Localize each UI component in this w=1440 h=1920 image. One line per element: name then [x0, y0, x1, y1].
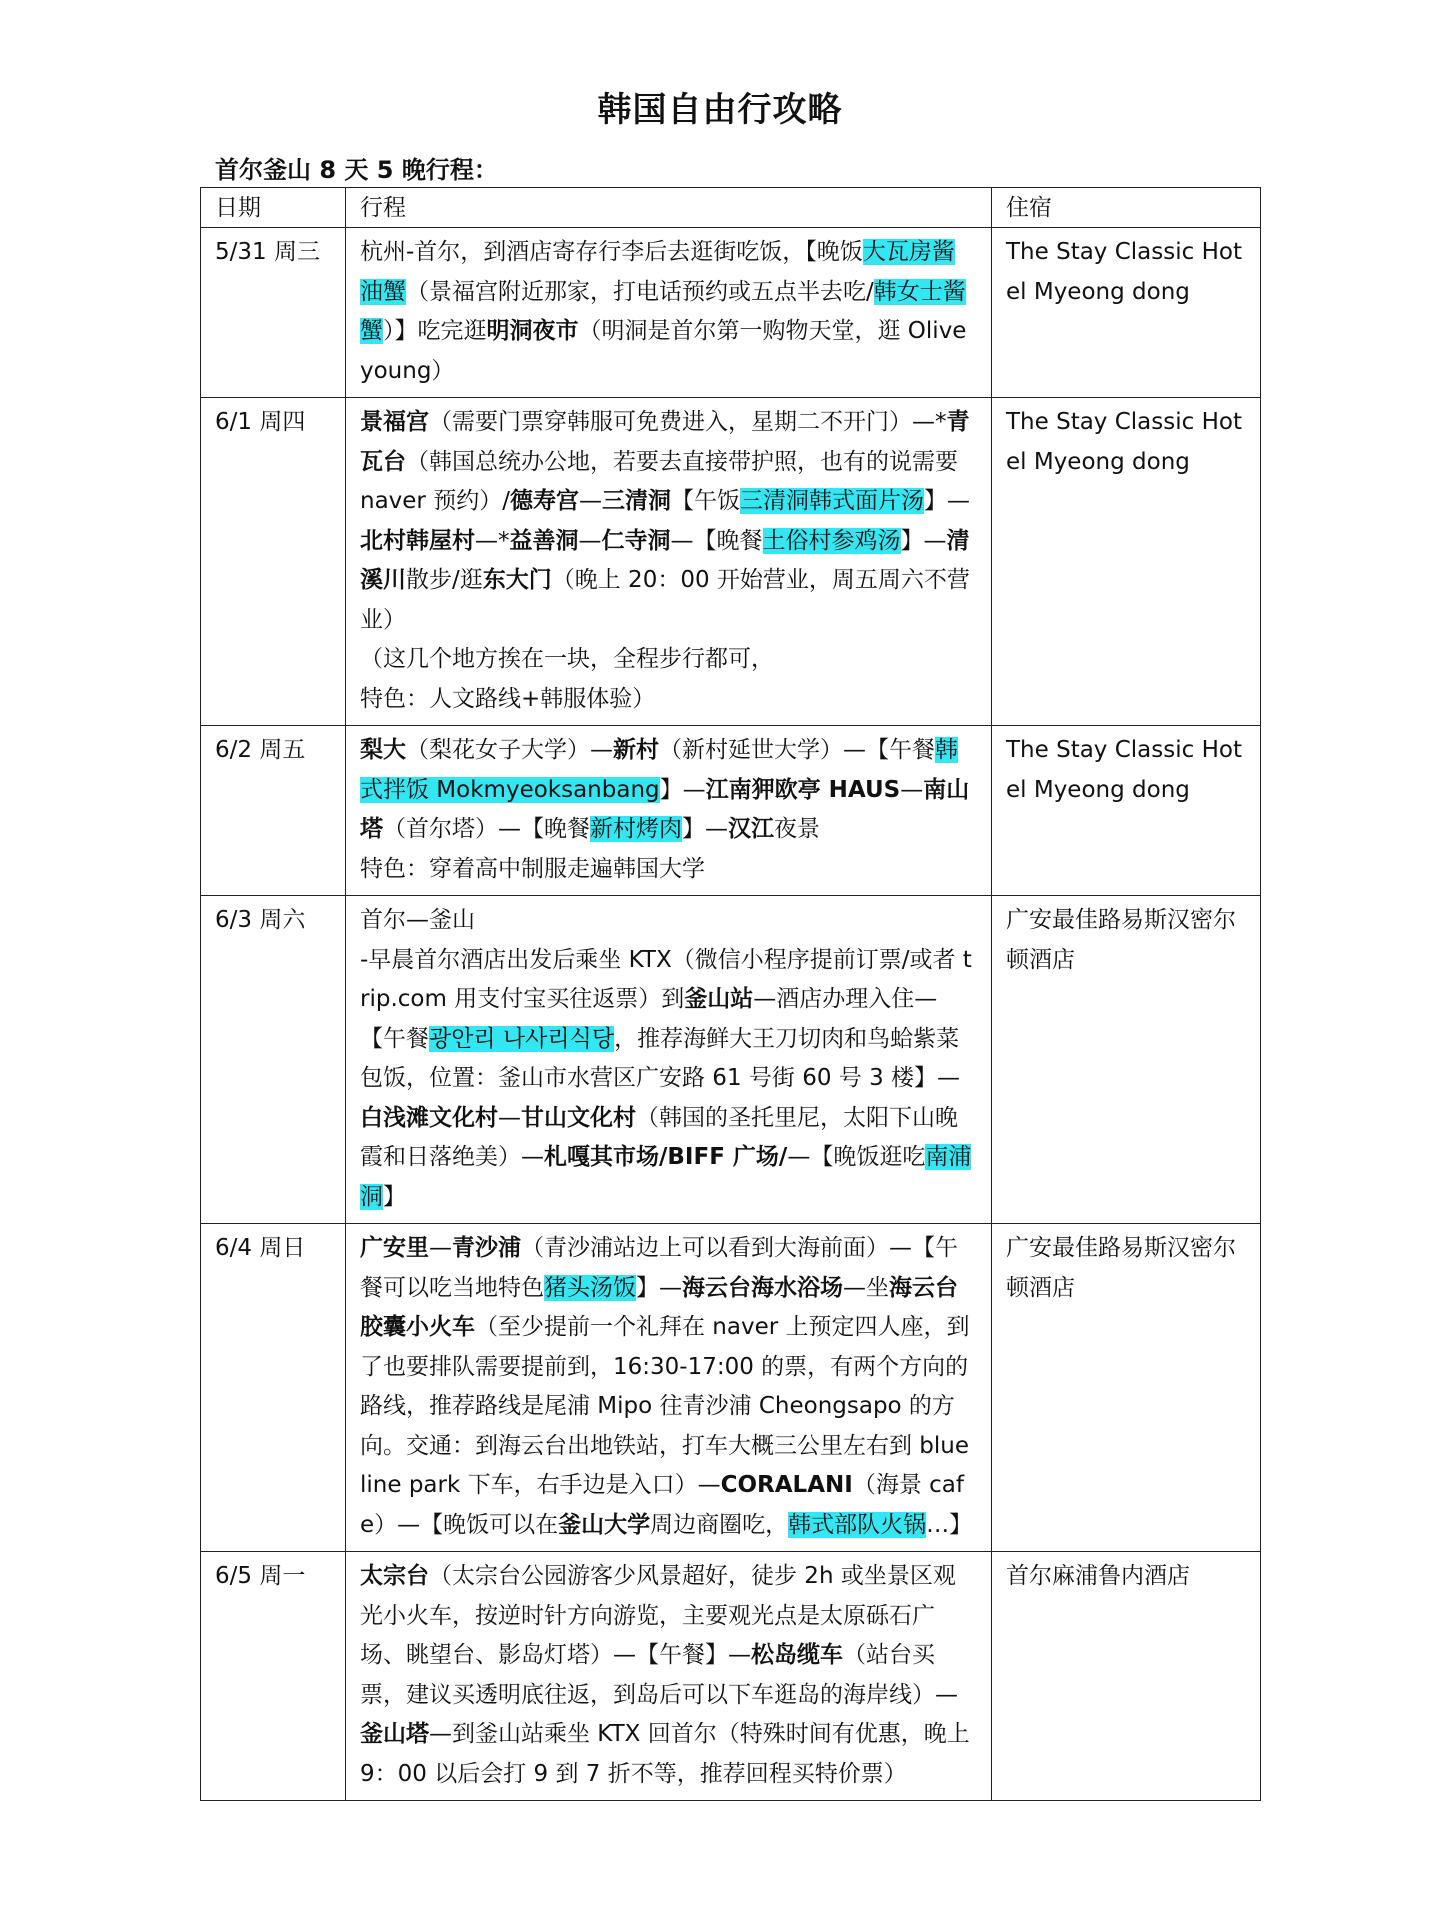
- row-itinerary: [346, 726, 992, 896]
- place-name: 釜山大学: [558, 1511, 651, 1538]
- itinerary-text: 】: [383, 1183, 406, 1210]
- row-lodging: The Stay Classic Hotel Myeong dong: [992, 726, 1261, 896]
- itinerary-text: 特色：人文路线+韩服体验）: [360, 685, 656, 712]
- table-header-row: [201, 188, 1261, 228]
- place-name: 白浅滩文化村: [360, 1104, 498, 1131]
- itinerary-text: （韩国总统办公地，若要去直接带护照，也有的说需要 naver 预约）/: [360, 448, 958, 514]
- itinerary-text: —酒店办理入住—【午餐: [360, 986, 938, 1052]
- itinerary-text: （明洞是首尔第一购物天堂，逛 Olive young）: [360, 318, 967, 384]
- place-name: 广安里: [360, 1235, 429, 1261]
- table-row: [201, 1552, 1261, 1801]
- row-date: 6/3 周六: [201, 896, 346, 1224]
- row-lodging: The Stay Classic Hotel Myeong dong: [992, 398, 1261, 726]
- place-name: 汉江: [728, 816, 774, 842]
- place-name: 江南狎欧亭 HAUS: [705, 776, 901, 803]
- place-name: 太宗台: [360, 1563, 429, 1589]
- itinerary-subtitle: 首尔釜山 8 天 5 晚行程：: [215, 156, 498, 184]
- itinerary-text: 】—: [659, 776, 706, 803]
- place-name: 新村: [613, 737, 659, 763]
- itinerary-text: （青沙浦站边上可以看到大海前面）—【午餐可以吃当地特色: [360, 1235, 958, 1301]
- itinerary-text: —: [578, 488, 602, 514]
- highlighted-restaurant: 광안리 나사리식당: [429, 1025, 615, 1052]
- itinerary-text: —: [578, 527, 602, 554]
- row-itinerary: [346, 228, 992, 398]
- header-lodging: 住宿: [992, 188, 1261, 228]
- place-name: 益善洞: [509, 527, 579, 554]
- table-row: [201, 398, 1261, 726]
- place-name: 釜山站: [684, 986, 754, 1012]
- itinerary-text: （至少提前一个礼拜在 naver 上预定四人座，到了也要排队需要提前到，16:30-17:00 的票，有两个方向的路线，推荐路线是尾浦 Mipo 往青沙浦 Cheongsapo 的方向。交通：到海云台出地铁站，打车大概三公里左右到 blue line park 下车，右手边是入口）—: [360, 1314, 970, 1498]
- row-lodging: The Stay Classic Hotel Myeong dong: [992, 228, 1261, 398]
- highlighted-restaurant: 新村烤肉: [590, 816, 682, 842]
- row-itinerary: [346, 896, 992, 1224]
- place-name: 青沙浦: [452, 1235, 521, 1261]
- highlighted-restaurant: 韩式部队火锅: [788, 1511, 927, 1538]
- itinerary-text: —: [498, 1104, 521, 1131]
- highlighted-restaurant: 大瓦房酱油蟹: [360, 239, 955, 305]
- place-name: 札嘎其市场/BIFF 广场/: [544, 1144, 788, 1170]
- itinerary-text: （这几个地方挨在一块，全程步行都可，: [360, 646, 774, 672]
- itinerary-text: （需要门票穿韩服可免费进入，星期二不开门）—*: [429, 409, 947, 435]
- itinerary-text: —坐: [843, 1274, 889, 1301]
- itinerary-text: …】: [926, 1511, 973, 1538]
- place-name: 北村韩屋村: [360, 527, 475, 554]
- itinerary-text: （太宗台公园游客少风景超好，徒步 2h 或坐景区观光小火车，按逆时针方向游览，主要观光点是太原砾石广场、眺望台、影岛灯塔）—【午餐】—: [360, 1563, 956, 1668]
- row-itinerary: [346, 1224, 992, 1552]
- place-name: 明洞夜市: [486, 318, 579, 344]
- place-name: 清溪川: [360, 527, 970, 593]
- place-name: 甘山文化村: [521, 1104, 636, 1131]
- itinerary-text: —【晚饭逛吃: [787, 1144, 926, 1170]
- place-name: 海云台胶囊小火车: [360, 1274, 958, 1340]
- table-row: [201, 228, 1261, 398]
- itinerary-text: 夜景: [774, 816, 820, 842]
- itinerary-text: （景福宫附近那家，打电话预约或五点半去吃/: [406, 278, 874, 305]
- header-date: 日期: [201, 188, 346, 228]
- itinerary-text: —: [900, 776, 924, 803]
- row-date: 6/5 周一: [201, 1552, 346, 1801]
- row-date: 5/31 周三: [201, 228, 346, 398]
- itinerary-text: 】—: [923, 488, 970, 514]
- table-row: [201, 896, 1261, 1224]
- header-itinerary: 行程: [346, 188, 992, 228]
- itinerary-text: ）】吃完逛: [383, 318, 487, 344]
- place-name: 松岛缆车: [751, 1642, 843, 1668]
- place-name: 景福宫: [360, 409, 429, 435]
- highlighted-restaurant: 韩式拌饭 Mokmyeoksanbang: [360, 737, 958, 803]
- itinerary-text: -早晨首尔酒店出发后乘坐 KTX（微信小程序提前订票/或者 trip.com 用支付宝买往返票）到: [360, 946, 972, 1012]
- row-itinerary: [346, 398, 992, 726]
- highlighted-restaurant: 猪头汤饭: [544, 1274, 636, 1301]
- itinerary-text: 特色：穿着高中制服走遍韩国大学: [360, 855, 705, 882]
- itinerary-text: 【午饭: [670, 488, 740, 514]
- itinerary-text: （首尔塔）—【晚餐: [383, 816, 590, 842]
- itinerary-text: 】—: [682, 816, 728, 842]
- itinerary-text: （海景 cafe）—【晚饭可以在: [360, 1472, 964, 1538]
- row-date: 6/1 周四: [201, 398, 346, 726]
- itinerary-text: （站台买票，建议买透明底往返，到岛后可以下车逛岛的海岸线）—: [360, 1642, 958, 1708]
- place-name: 海云台海水浴场: [682, 1274, 843, 1301]
- itinerary-text: 首尔—釜山: [360, 907, 475, 933]
- row-lodging: 首尔麻浦鲁内酒店: [992, 1552, 1261, 1801]
- itinerary-text: 散步/逛: [406, 567, 483, 593]
- itinerary-text: （晚上 20：00 开始营业，周五周六不营业）: [360, 567, 970, 633]
- table-row: [201, 726, 1261, 896]
- highlighted-restaurant: 南浦洞: [360, 1144, 972, 1210]
- highlighted-restaurant: 韩女士酱蟹: [360, 278, 966, 344]
- itinerary-text: 】—: [636, 1274, 682, 1301]
- itinerary-text: —【晚餐: [670, 527, 763, 554]
- itinerary-text: ，推荐海鲜大王刀切肉和鸟蛤紫菜包饭，位置：釜山市水营区广安路 61 号街 60 号 3 楼】—: [360, 1025, 961, 1091]
- row-date: 6/2 周五: [201, 726, 346, 896]
- place-name: CORALANI: [720, 1472, 853, 1498]
- itinerary-text: （梨花女子大学）—: [406, 737, 613, 763]
- itinerary-text: 杭州-首尔，到酒店寄存行李后去逛街吃饭，【晚饭: [360, 239, 863, 265]
- row-lodging: 广安最佳路易斯汉密尔顿酒店: [992, 1224, 1261, 1552]
- itinerary-text: —*: [475, 527, 510, 554]
- place-name: 青瓦台: [360, 409, 970, 475]
- place-name: 仁寺洞: [601, 527, 671, 554]
- itinerary-text: （新村延世大学）—【午餐: [659, 737, 935, 763]
- row-lodging: 广安最佳路易斯汉密尔顿酒店: [992, 896, 1261, 1224]
- highlighted-restaurant: 三清洞韩式面片汤: [739, 488, 924, 514]
- place-name: 德寿宫: [509, 488, 579, 514]
- highlighted-restaurant: 土俗村参鸡汤: [762, 527, 901, 554]
- table-row: [201, 1224, 1261, 1552]
- document-title: 韩国自由行攻略: [597, 90, 843, 130]
- itinerary-table: [200, 187, 1261, 1801]
- itinerary-text: （韩国的圣托里尼，太阳下山晚霞和日落绝美）—: [360, 1104, 958, 1170]
- place-name: 釜山塔: [360, 1721, 429, 1747]
- place-name: 南山塔: [360, 776, 970, 842]
- itinerary-text: —到釜山站乘坐 KTX 回首尔（特殊时间有优惠，晚上 9：00 以后会打 9 到 7 折不等，推荐回程买特价票）: [360, 1721, 970, 1787]
- itinerary-text: —: [429, 1235, 452, 1261]
- place-name: 三清洞: [601, 488, 671, 514]
- place-name: 东大门: [482, 567, 552, 593]
- place-name: 梨大: [360, 737, 406, 763]
- row-itinerary: [346, 1552, 992, 1801]
- itinerary-text: 周边商圈吃，: [650, 1511, 789, 1538]
- row-date: 6/4 周日: [201, 1224, 346, 1552]
- itinerary-text: 】—: [900, 527, 947, 554]
